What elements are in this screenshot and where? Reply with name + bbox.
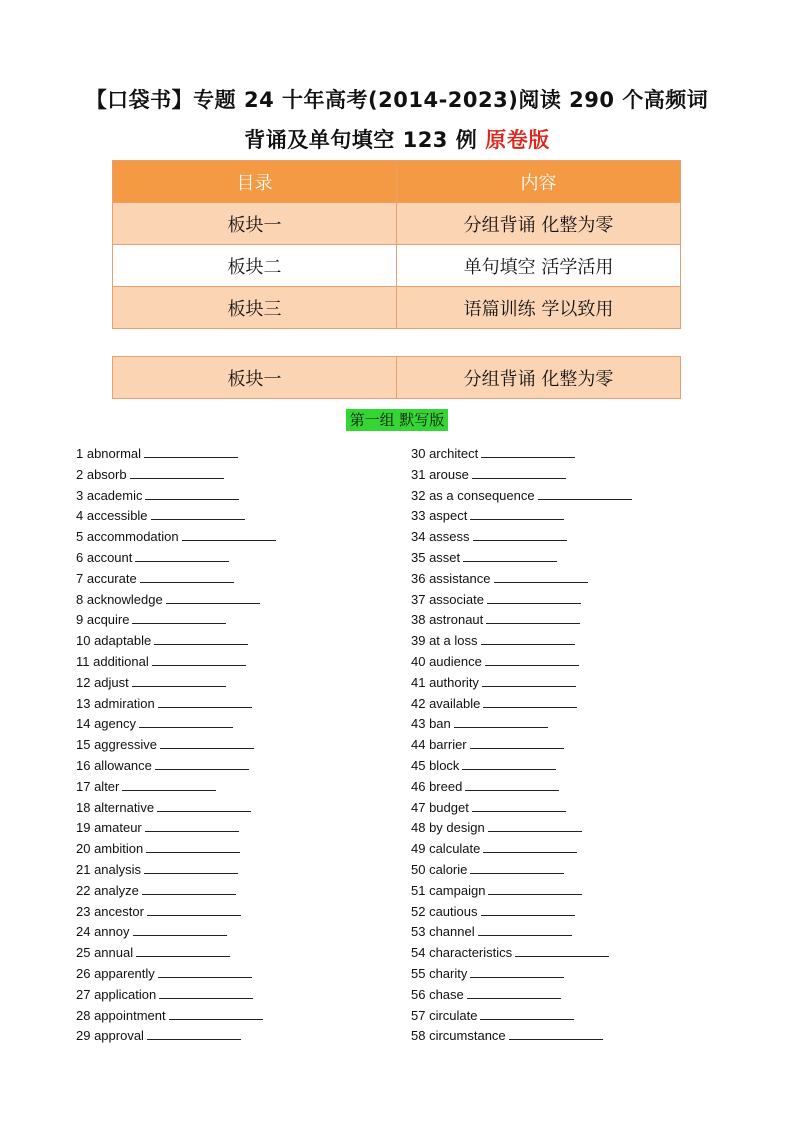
vocab-word: 13 admiration — [76, 695, 155, 711]
subtitle-text: 背诵及单句填空 123 例 — [244, 128, 478, 152]
answer-blank[interactable] — [159, 986, 253, 999]
answer-blank[interactable] — [152, 653, 246, 666]
answer-blank[interactable] — [472, 799, 566, 812]
vocab-item — [76, 714, 276, 735]
vocab-word: 20 ambition — [76, 841, 144, 857]
vocab-item — [76, 652, 276, 673]
answer-blank[interactable] — [144, 445, 238, 458]
answer-blank[interactable] — [140, 570, 234, 583]
vocab-item — [76, 943, 276, 964]
vocab-word: 6 account — [76, 549, 133, 565]
contents-topic-cell: 语篇训练 学以致用 — [397, 287, 681, 329]
vocab-word: 55 charity — [411, 965, 468, 981]
vocab-word: 57 circulate — [411, 1007, 478, 1023]
vocab-word: 18 alternative — [76, 799, 155, 815]
vocab-item — [411, 652, 632, 673]
answer-blank[interactable] — [463, 549, 557, 562]
vocab-word: 44 barrier — [411, 737, 467, 753]
vocab-word: 24 annoy — [76, 924, 130, 940]
vocab-item — [76, 902, 276, 923]
vocab-word: 45 block — [411, 757, 460, 773]
vocab-item — [411, 569, 632, 590]
answer-blank[interactable] — [130, 466, 224, 479]
vocab-word: 48 by design — [411, 820, 485, 836]
answer-blank[interactable] — [122, 778, 216, 791]
contents-topic-cell: 分组背诵 化整为零 — [397, 203, 681, 245]
answer-blank[interactable] — [482, 674, 576, 687]
vocab-word: 14 agency — [76, 716, 136, 732]
vocab-item — [76, 631, 276, 652]
vocab-word: 42 available — [411, 695, 481, 711]
vocab-item — [76, 818, 276, 839]
vocab-word: 8 acknowledge — [76, 591, 163, 607]
vocab-item — [76, 569, 276, 590]
answer-blank[interactable] — [486, 611, 580, 624]
vocab-word: 49 calculate — [411, 841, 481, 857]
vocab-word: 25 annual — [76, 945, 134, 961]
answer-blank[interactable] — [483, 695, 577, 708]
answer-blank[interactable] — [182, 528, 276, 541]
vocab-word: 30 architect — [411, 446, 479, 461]
contents-header-cell: 目录 — [113, 161, 397, 203]
vocab-word: 32 as a consequence — [411, 487, 535, 503]
answer-blank[interactable] — [157, 799, 251, 812]
edition-label: 原卷版 — [485, 128, 550, 152]
vocab-word: 26 apparently — [76, 965, 155, 981]
vocab-item — [411, 985, 632, 1006]
answer-blank[interactable] — [478, 923, 572, 936]
vocab-item — [76, 1006, 276, 1027]
vocab-item — [76, 964, 276, 985]
vocab-word: 19 amateur — [76, 820, 142, 836]
answer-blank[interactable] — [147, 1027, 241, 1040]
vocab-word: 7 accurate — [76, 570, 137, 586]
vocab-word: 40 audience — [411, 653, 482, 669]
vocab-word: 50 calorie — [411, 861, 468, 877]
vocab-word: 39 at a loss — [411, 633, 478, 649]
vocab-word: 53 channel — [411, 924, 475, 940]
answer-blank[interactable] — [158, 965, 252, 978]
vocab-item — [76, 486, 276, 507]
answer-blank[interactable] — [509, 1027, 603, 1040]
vocab-word: 52 cautious — [411, 903, 478, 919]
contents-section-cell: 板块一 — [113, 203, 397, 245]
vocab-item — [411, 694, 632, 715]
vocab-word: 1 abnormal — [76, 446, 142, 461]
answer-blank[interactable] — [538, 487, 632, 500]
vocab-item — [411, 486, 632, 507]
answer-blank[interactable] — [470, 507, 564, 520]
answer-blank[interactable] — [485, 653, 579, 666]
vocab-item — [76, 444, 276, 465]
answer-blank[interactable] — [135, 549, 229, 562]
vocab-item — [411, 902, 632, 923]
answer-blank[interactable] — [488, 882, 582, 895]
answer-blank[interactable] — [160, 736, 254, 749]
answer-blank[interactable] — [483, 840, 577, 853]
answer-blank[interactable] — [454, 715, 548, 728]
vocab-item — [76, 798, 276, 819]
vocab-item — [76, 922, 276, 943]
vocab-item — [76, 610, 276, 631]
vocab-item — [411, 465, 632, 486]
vocab-item — [76, 465, 276, 486]
vocab-item — [76, 985, 276, 1006]
vocab-word: 35 asset — [411, 549, 461, 565]
vocab-word: 38 astronaut — [411, 612, 484, 628]
answer-blank[interactable] — [481, 903, 575, 916]
vocab-word: 5 accommodation — [76, 529, 179, 545]
vocab-word: 22 analyze — [76, 882, 139, 898]
vocab-item — [76, 839, 276, 860]
vocab-item — [411, 610, 632, 631]
vocab-item — [76, 1026, 276, 1047]
vocab-item — [76, 860, 276, 881]
vocab-word: 37 associate — [411, 591, 484, 607]
vocab-item — [411, 964, 632, 985]
vocab-word: 31 arouse — [411, 466, 469, 482]
vocab-item — [76, 506, 276, 527]
vocab-word: 47 budget — [411, 799, 469, 815]
contents-table — [112, 160, 681, 329]
answer-blank[interactable] — [481, 632, 575, 645]
vocab-item — [411, 818, 632, 839]
answer-blank[interactable] — [139, 715, 233, 728]
vocab-word: 12 adjust — [76, 674, 129, 690]
vocab-word: 3 academic — [76, 487, 143, 503]
answer-blank[interactable] — [147, 903, 241, 916]
vocab-word: 28 appointment — [76, 1007, 166, 1023]
word-list-left — [76, 444, 276, 1047]
vocab-item — [411, 777, 632, 798]
vocab-item — [411, 756, 632, 777]
contents-section-cell: 板块二 — [113, 245, 397, 287]
vocab-item — [76, 694, 276, 715]
answer-blank[interactable] — [151, 507, 245, 520]
answer-blank[interactable] — [462, 757, 556, 770]
answer-blank[interactable] — [158, 695, 252, 708]
vocab-word: 11 additional — [76, 653, 149, 669]
vocab-word: 41 authority — [411, 674, 479, 690]
answer-blank[interactable] — [142, 882, 236, 895]
answer-blank[interactable] — [472, 466, 566, 479]
answer-blank[interactable] — [136, 944, 230, 957]
answer-blank[interactable] — [132, 674, 226, 687]
vocab-word: 43 ban — [411, 716, 451, 732]
section-name-cell: 板块一 — [113, 357, 397, 399]
vocab-item — [76, 735, 276, 756]
section-topic-cell: 分组背诵 化整为零 — [397, 357, 681, 399]
vocab-word: 2 absorb — [76, 466, 127, 482]
contents-header-cell: 内容 — [397, 161, 681, 203]
answer-blank[interactable] — [145, 819, 239, 832]
section-heading-table — [112, 356, 681, 399]
vocab-item — [411, 444, 632, 465]
vocab-word: 54 characteristics — [411, 945, 513, 961]
vocab-item — [411, 673, 632, 694]
vocab-item — [411, 922, 632, 943]
contents-header-row — [113, 161, 681, 203]
page-title: 【口袋书】专题 24 十年高考(2014-2023)阅读 290 个高频词 — [85, 88, 709, 112]
vocab-word: 51 campaign — [411, 882, 486, 898]
answer-blank[interactable] — [470, 736, 564, 749]
answer-blank[interactable] — [481, 445, 575, 458]
answer-blank[interactable] — [480, 1007, 574, 1020]
answer-blank[interactable] — [488, 819, 582, 832]
vocab-word: 36 assistance — [411, 570, 491, 586]
page-subtitle — [40, 124, 754, 154]
answer-blank[interactable] — [494, 570, 588, 583]
vocab-item — [76, 777, 276, 798]
vocab-item — [411, 860, 632, 881]
vocab-item — [411, 590, 632, 611]
vocab-item — [76, 548, 276, 569]
answer-blank[interactable] — [487, 591, 581, 604]
vocab-item — [411, 527, 632, 548]
answer-blank[interactable] — [169, 1007, 263, 1020]
vocab-item — [411, 943, 632, 964]
vocab-word: 4 accessible — [76, 508, 148, 524]
contents-row — [113, 245, 681, 287]
vocab-item — [76, 673, 276, 694]
vocab-item — [411, 881, 632, 902]
contents-row — [113, 203, 681, 245]
answer-blank[interactable] — [166, 591, 260, 604]
vocab-item — [411, 714, 632, 735]
answer-blank[interactable] — [470, 861, 564, 874]
vocab-item — [76, 527, 276, 548]
vocab-item — [411, 839, 632, 860]
group-title-label: 第一组 默写版 — [346, 409, 449, 431]
vocab-word: 15 aggressive — [76, 737, 157, 753]
vocab-word: 21 analysis — [76, 861, 142, 877]
answer-blank[interactable] — [145, 487, 239, 500]
vocab-word: 58 circumstance — [411, 1028, 506, 1044]
answer-blank[interactable] — [467, 986, 561, 999]
vocab-word: 46 breed — [411, 778, 463, 794]
vocab-word: 27 application — [76, 986, 157, 1002]
vocab-item — [76, 756, 276, 777]
answer-blank[interactable] — [133, 923, 227, 936]
answer-blank[interactable] — [146, 840, 240, 853]
vocab-item — [76, 881, 276, 902]
vocab-word: 23 ancestor — [76, 903, 144, 919]
vocab-word: 56 chase — [411, 986, 464, 1002]
group-title — [0, 409, 794, 430]
contents-row — [113, 287, 681, 329]
answer-blank[interactable] — [132, 611, 226, 624]
answer-blank[interactable] — [470, 965, 564, 978]
contents-section-cell: 板块三 — [113, 287, 397, 329]
vocab-item — [411, 548, 632, 569]
vocab-item — [411, 1026, 632, 1047]
section-heading-row — [113, 357, 681, 399]
vocab-item — [411, 1006, 632, 1027]
vocab-item — [411, 798, 632, 819]
vocab-word: 10 adaptable — [76, 633, 152, 649]
vocab-word: 29 approval — [76, 1028, 144, 1044]
vocab-word: 16 allowance — [76, 757, 152, 773]
answer-blank[interactable] — [144, 861, 238, 874]
answer-blank[interactable] — [155, 757, 249, 770]
vocab-word: 17 alter — [76, 778, 120, 794]
word-list-right — [411, 444, 632, 1047]
answer-blank[interactable] — [465, 778, 559, 791]
vocab-word: 33 aspect — [411, 508, 468, 524]
vocab-item — [411, 631, 632, 652]
answer-blank[interactable] — [473, 528, 567, 541]
vocab-word: 34 assess — [411, 529, 470, 545]
vocab-item — [411, 735, 632, 756]
vocab-word: 9 acquire — [76, 612, 130, 628]
contents-topic-cell: 单句填空 活学活用 — [397, 245, 681, 287]
vocab-item — [76, 590, 276, 611]
answer-blank[interactable] — [154, 632, 248, 645]
vocab-item — [411, 506, 632, 527]
answer-blank[interactable] — [515, 944, 609, 957]
